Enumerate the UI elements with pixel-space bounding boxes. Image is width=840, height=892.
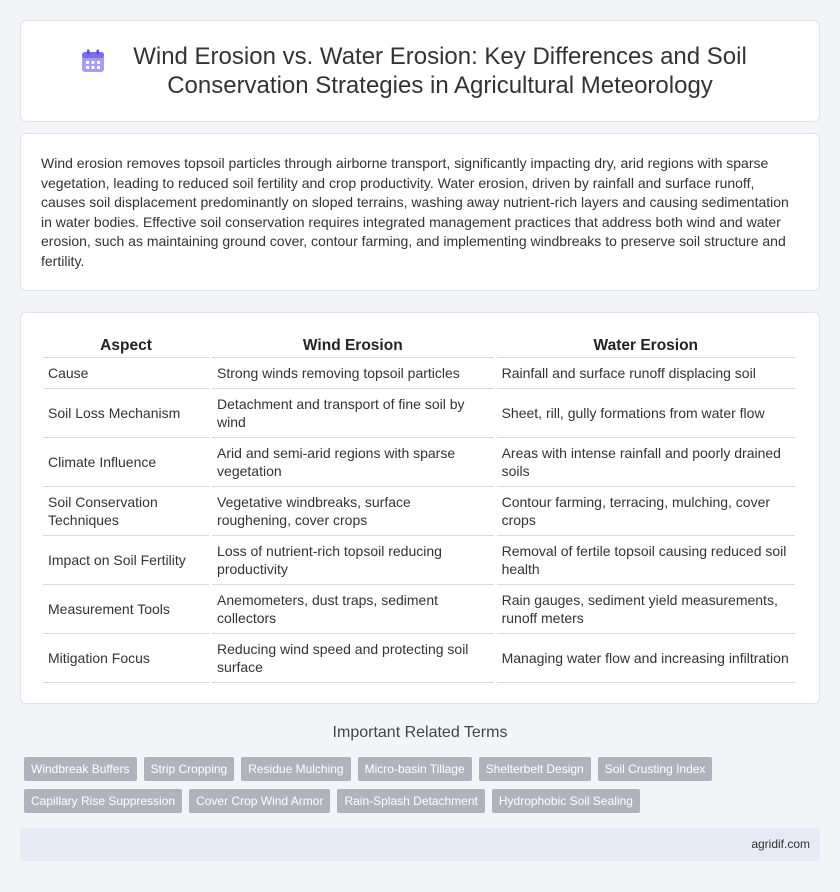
related-terms-title: Important Related Terms [332, 724, 508, 741]
row-aspect: Climate Influence [43, 438, 209, 487]
table-row [43, 536, 795, 585]
header-aspect: Aspect [43, 333, 209, 358]
footer [20, 828, 820, 861]
row-aspect: Soil Conservation Techniques [43, 487, 209, 536]
row-wind: Loss of nutrient-rich topsoil reducing productivity [212, 536, 494, 585]
row-water: Rainfall and surface runoff displacing soil [497, 358, 795, 389]
row-wind: Reducing wind speed and protecting soil surface [212, 634, 494, 683]
tag-cover-crop-wind-armor[interactable]: Cover Crop Wind Armor [189, 789, 330, 813]
title-card [20, 20, 820, 122]
tag-micro-basin-tillage[interactable]: Micro-basin Tillage [358, 757, 472, 781]
row-water: Rain gauges, sediment yield measurements, runoff meters [497, 585, 795, 634]
row-aspect: Soil Loss Mechanism [43, 389, 209, 438]
header-water-erosion: Water Erosion [497, 333, 795, 358]
related-terms [24, 757, 824, 821]
intro-card [20, 133, 820, 291]
table-row [43, 358, 795, 389]
table-row [43, 389, 795, 438]
row-water: Managing water flow and increasing infiltration [497, 634, 795, 683]
row-wind: Strong winds removing topsoil particles [212, 358, 494, 389]
row-aspect: Cause [43, 358, 209, 389]
row-aspect: Measurement Tools [43, 585, 209, 634]
row-wind: Detachment and transport of fine soil by wind [212, 389, 494, 438]
table-row [43, 438, 795, 487]
row-water: Contour farming, terracing, mulching, cover crops [497, 487, 795, 536]
row-water: Areas with intense rainfall and poorly drained soils [497, 438, 795, 487]
table-row [43, 487, 795, 536]
tag-windbreak-buffers[interactable]: Windbreak Buffers [24, 757, 137, 781]
row-aspect: Impact on Soil Fertility [43, 536, 209, 585]
intro-paragraph: Wind erosion removes topsoil particles through airborne transport, significantly impacting dry, arid regions with sparse vegetation, leading to reduced soil fertility and crop productivity. Water erosion, driven by rainfall and surface runoff, causes soil displacement predominantly on sloped terrains, washing away nutrient-rich layers and causing sedimentation in water bodies. Effective soil conservation requires integrated management practices that address both wind and water erosion, such as maintaining ground cover, contour farming, and implementing windbreaks to preserve soil structure and fertility. [41, 155, 789, 269]
tag-residue-mulching[interactable]: Residue Mulching [241, 757, 350, 781]
row-wind: Vegetative windbreaks, surface roughening, cover crops [212, 487, 494, 536]
tag-hydrophobic-soil-sealing[interactable]: Hydrophobic Soil Sealing [492, 789, 640, 813]
tag-capillary-rise-suppression[interactable]: Capillary Rise Suppression [24, 789, 182, 813]
row-wind: Anemometers, dust traps, sediment collectors [212, 585, 494, 634]
comparison-card [20, 312, 820, 704]
site-name[interactable]: agridif.com [751, 837, 810, 851]
header-wind-erosion: Wind Erosion [212, 333, 494, 358]
row-water: Removal of fertile topsoil causing reduced soil health [497, 536, 795, 585]
tag-soil-crusting-index[interactable]: Soil Crusting Index [598, 757, 713, 781]
comparison-table [40, 333, 798, 683]
table-row [43, 634, 795, 683]
row-aspect: Mitigation Focus [43, 634, 209, 683]
tag-strip-cropping[interactable]: Strip Cropping [144, 757, 235, 781]
calendar-icon [80, 48, 106, 74]
tag-rain-splash-detachment[interactable]: Rain-Splash Detachment [337, 789, 484, 813]
row-water: Sheet, rill, gully formations from water flow [497, 389, 795, 438]
row-wind: Arid and semi-arid regions with sparse vegetation [212, 438, 494, 487]
table-row [43, 585, 795, 634]
page-title: Wind Erosion vs. Water Erosion: Key Differences and Soil Conservation Strategies in Agricultural Meteorology [133, 43, 747, 99]
tag-shelterbelt-design[interactable]: Shelterbelt Design [479, 757, 591, 781]
